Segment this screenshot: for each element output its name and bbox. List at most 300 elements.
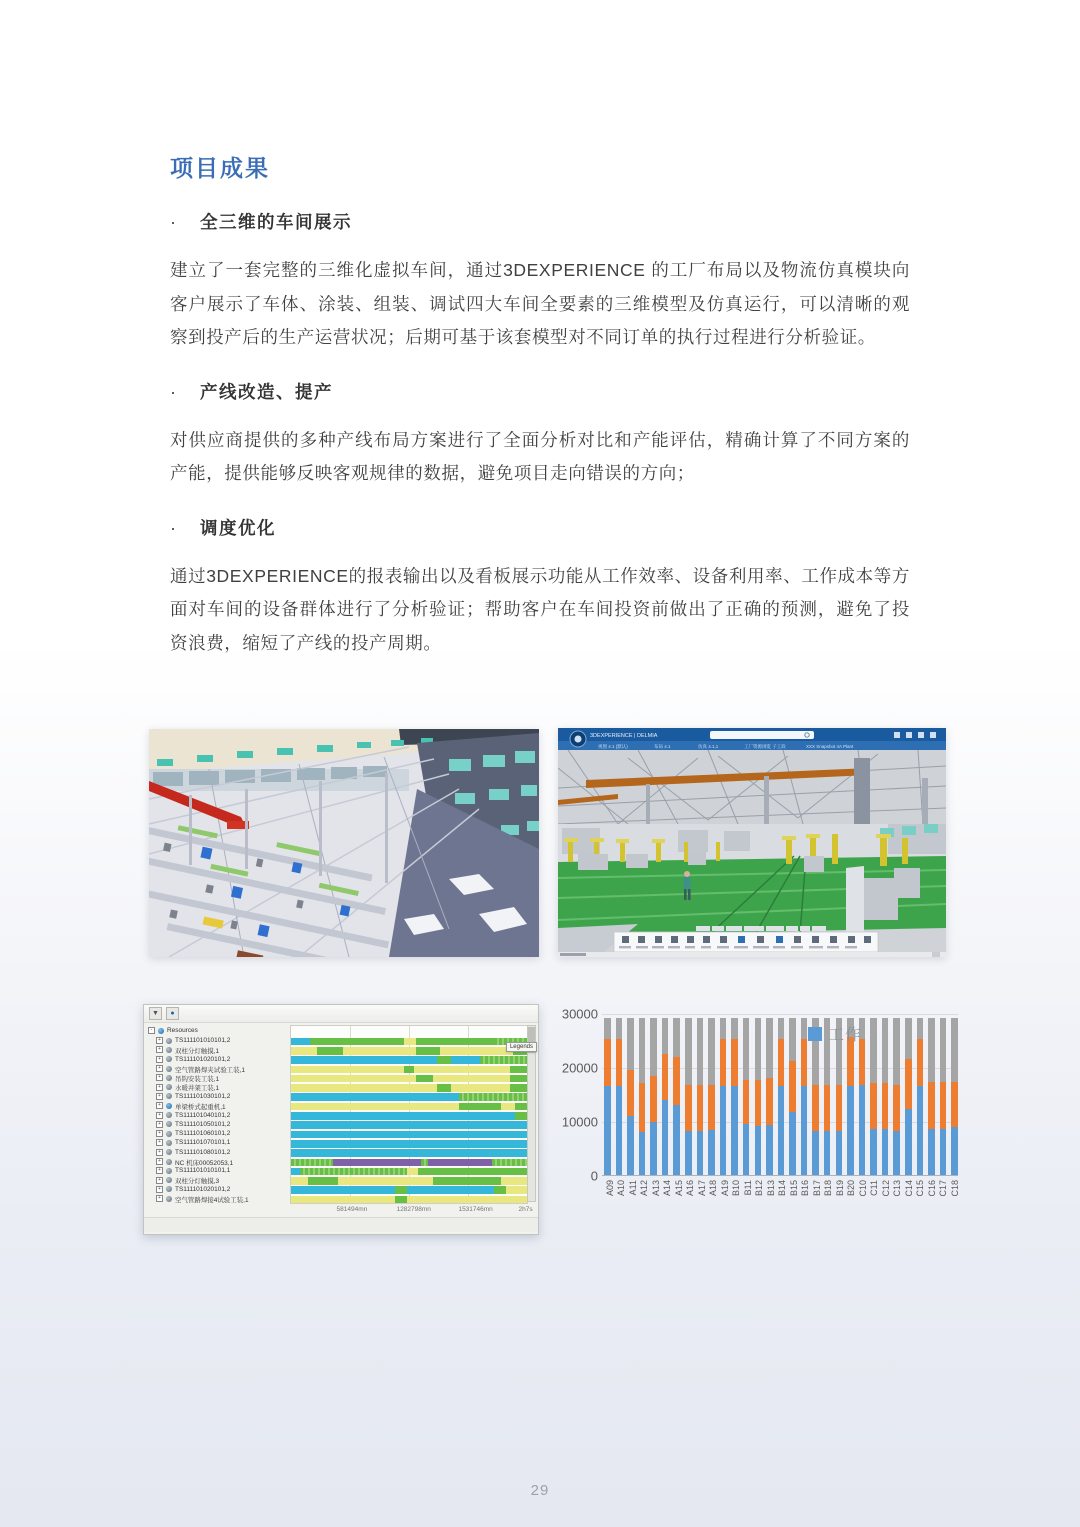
gantt-bar-row <box>291 1046 527 1055</box>
resource-icon <box>166 1112 172 1118</box>
resource-label: NC 机床00052053,1 <box>175 1159 234 1167</box>
resource-label: TS111101010101,2 <box>175 1037 231 1044</box>
bullet-3-label: 调度优化 <box>200 517 276 538</box>
gantt-task-segment <box>291 1112 515 1120</box>
gantt-task-segment <box>459 1093 527 1101</box>
gantt-bar-row <box>291 1167 527 1176</box>
x-axis-tick-label: A16 <box>685 1180 695 1197</box>
bar-segment <box>951 1018 958 1081</box>
bar-segment <box>893 1018 900 1084</box>
bar-segment <box>708 1018 715 1084</box>
expand-icon[interactable]: + <box>156 1195 163 1202</box>
x-axis-tick-label: A13 <box>650 1180 661 1197</box>
stacked-bar <box>755 1018 762 1175</box>
gantt-axis-label: 2h7s <box>518 1206 533 1213</box>
resource-label: 空气管路焊夹试验工装,1 <box>175 1066 245 1074</box>
resource-icon <box>166 1159 172 1165</box>
bar-segment <box>766 1018 773 1077</box>
gantt-resource-item[interactable] <box>148 1138 290 1147</box>
gantt-task-segment <box>433 1075 511 1083</box>
expand-icon[interactable]: + <box>156 1037 163 1044</box>
bullet-dot-icon: · <box>170 517 176 538</box>
stacked-bar <box>917 1018 924 1175</box>
bar-segment <box>662 1100 669 1175</box>
gantt-task-segment <box>510 1066 527 1074</box>
gantt-resource-item[interactable] <box>148 1148 290 1157</box>
x-axis-tick-label: B14 <box>777 1180 787 1197</box>
bar-segment <box>905 1109 912 1175</box>
resource-icon <box>166 1149 172 1155</box>
bar-segment <box>766 1125 773 1175</box>
expand-icon[interactable]: + <box>156 1056 163 1063</box>
resource-label: 双柱分灯触摸,3 <box>175 1178 220 1185</box>
x-axis-tick-label: C10 <box>857 1180 868 1197</box>
bar-segment <box>743 1018 750 1080</box>
stacked-bar <box>743 1018 750 1175</box>
bar-segment <box>870 1129 877 1175</box>
gantt-time-axis <box>290 1204 533 1217</box>
workload-bar-chart <box>546 998 966 1244</box>
gantt-resource-item[interactable] <box>148 1092 290 1101</box>
resource-icon <box>166 1047 172 1053</box>
bar-segment <box>778 1086 785 1175</box>
resource-icon <box>166 1186 172 1192</box>
bar-segment <box>731 1018 738 1039</box>
gantt-task-segment <box>492 1159 527 1167</box>
gantt-bar-row <box>291 1056 527 1065</box>
bar-segment <box>824 1131 831 1175</box>
resource-label: 吊钩安装工装,1 <box>175 1075 220 1083</box>
x-axis-tick-label: A17 <box>696 1180 707 1197</box>
expand-icon[interactable]: + <box>156 1093 163 1100</box>
gantt-task-segment <box>510 1075 527 1083</box>
expand-icon[interactable]: + <box>156 1167 163 1174</box>
expand-icon[interactable]: + <box>156 1121 163 1128</box>
tree-root-node[interactable] <box>148 1025 290 1036</box>
gantt-task-segment <box>291 1121 527 1129</box>
bar-segment <box>766 1078 773 1126</box>
bar-segment <box>789 1018 796 1060</box>
svg-text:XXX Snapshot 4A Plant: XXX Snapshot 4A Plant <box>806 744 854 749</box>
bar-segment <box>789 1061 796 1112</box>
resource-label: 双柱分灯触摸,1 <box>175 1048 220 1055</box>
stacked-bar <box>604 1018 611 1175</box>
gantt-bar-row <box>291 1083 527 1092</box>
gantt-bar-row <box>291 1037 527 1046</box>
gantt-task-segment <box>480 1056 527 1064</box>
globe-icon[interactable]: ● <box>166 1007 179 1020</box>
gantt-task-segment <box>300 1168 406 1176</box>
gantt-task-segment <box>291 1038 310 1046</box>
gantt-task-segment <box>317 1047 343 1055</box>
gantt-resource-item[interactable] <box>148 1036 290 1045</box>
expand-icon[interactable]: + <box>156 1112 163 1119</box>
page-number: 29 <box>530 1482 550 1499</box>
gantt-task-segment <box>515 1112 527 1120</box>
gantt-task-segment <box>501 1103 515 1111</box>
resource-label: 水暖井架工装,1 <box>175 1085 220 1092</box>
bar-segment <box>893 1085 900 1131</box>
bar-segment <box>685 1018 692 1084</box>
expand-icon[interactable]: + <box>156 1177 163 1184</box>
expand-icon[interactable]: + <box>156 1186 163 1193</box>
expand-icon[interactable]: + <box>156 1139 163 1146</box>
x-axis-tick-label: C16 <box>926 1180 937 1197</box>
x-axis-tick-label: C12 <box>880 1180 891 1197</box>
bar-segment <box>928 1018 935 1081</box>
chart-legend <box>808 1022 862 1045</box>
x-axis-tick-label: C15 <box>915 1180 925 1197</box>
bar-segment <box>604 1039 611 1087</box>
gantt-resource-item[interactable] <box>148 1120 290 1129</box>
gantt-task-segment <box>310 1038 404 1046</box>
bar-segment <box>917 1018 924 1039</box>
gantt-bar-row <box>291 1065 527 1074</box>
bar-segment <box>604 1086 611 1175</box>
bar-segment <box>778 1039 785 1087</box>
svg-text:视图 4.1 (默认): 视图 4.1 (默认) <box>598 744 628 749</box>
gantt-bar-row <box>291 1176 527 1185</box>
resource-label: TS111101080101,2 <box>175 1148 231 1156</box>
x-axis-tick-label: B13 <box>765 1180 776 1197</box>
resource-label: TS111101050101,2 <box>175 1120 231 1128</box>
x-axis-tick-label: A14 <box>662 1180 672 1197</box>
bar-segment <box>882 1129 889 1175</box>
gantt-resource-item[interactable] <box>148 1185 290 1194</box>
stacked-bar <box>893 1018 900 1175</box>
resource-label: TS111101010101,1 <box>175 1167 231 1175</box>
gantt-task-segment <box>291 1140 527 1148</box>
gantt-task-segment <box>407 1168 419 1176</box>
gantt-resource-item[interactable] <box>148 1194 290 1203</box>
bar-segment <box>639 1132 646 1175</box>
stacked-bar <box>789 1018 796 1175</box>
bar-segment <box>801 1086 808 1175</box>
bar-segment <box>743 1124 750 1175</box>
gantt-toolbar <box>144 1005 538 1023</box>
gantt-task-segment <box>459 1103 501 1111</box>
stacked-bar <box>731 1018 738 1175</box>
gantt-task-segment <box>291 1084 437 1092</box>
resource-icon <box>166 1066 172 1072</box>
resources-root-icon <box>158 1028 164 1034</box>
paragraph-2: 对供应商提供的多种产线布局方案进行了全面分析对比和产能评估，精确计算了不同方案的产能，提供能够反映客观规律的数据，避免项目走向错误的方向； <box>170 429 910 483</box>
x-axis-tick-label: B19 <box>834 1180 845 1197</box>
gantt-bar-row <box>291 1149 527 1158</box>
bar-segment <box>882 1018 889 1082</box>
bar-segment <box>847 1086 854 1175</box>
y-axis-tick-label: 30000 <box>561 1006 598 1022</box>
x-axis-tick-label: C14 <box>903 1180 914 1197</box>
x-axis-tick-label: C18 <box>949 1180 960 1197</box>
bar-segment <box>940 1018 947 1081</box>
bar-segment <box>836 1131 843 1175</box>
gantt-task-segment <box>451 1084 510 1092</box>
bar-segment <box>673 1105 680 1175</box>
gantt-task-segment <box>451 1056 479 1064</box>
gantt-resource-item[interactable] <box>148 1064 290 1073</box>
gantt-resource-item[interactable] <box>148 1110 290 1119</box>
gantt-resource-item[interactable] <box>148 1166 290 1175</box>
gantt-bar-row <box>291 1186 527 1195</box>
gantt-task-segment <box>291 1066 404 1074</box>
bar-segment <box>616 1039 623 1087</box>
gantt-task-segment <box>404 1066 413 1074</box>
gantt-task-segment <box>291 1131 527 1139</box>
stacked-bar <box>766 1018 773 1175</box>
gantt-task-segment <box>506 1186 527 1194</box>
gantt-resource-item[interactable] <box>148 1157 290 1166</box>
x-axis-tick-label: B10 <box>731 1180 741 1197</box>
bar-segment <box>662 1054 669 1101</box>
gantt-task-segment <box>407 1186 494 1194</box>
gantt-task-segment <box>414 1066 511 1074</box>
gantt-bar-row <box>291 1074 527 1083</box>
bar-segment <box>708 1130 715 1175</box>
x-axis-tick-label: B17 <box>811 1180 822 1197</box>
stacked-bar <box>778 1018 785 1175</box>
gantt-task-segment <box>437 1084 451 1092</box>
x-axis-tick-label: A18 <box>708 1180 718 1197</box>
bar-segment <box>859 1085 866 1175</box>
bar-segment <box>951 1082 958 1128</box>
stacked-bar <box>882 1018 889 1175</box>
expand-icon[interactable]: + <box>156 1046 163 1053</box>
gantt-task-segment <box>291 1093 459 1101</box>
bar-segment <box>650 1122 657 1175</box>
expand-icon[interactable]: + <box>156 1158 163 1165</box>
resource-label: TS111101020101,2 <box>175 1055 231 1063</box>
bar-segment <box>778 1018 785 1039</box>
expand-icon[interactable]: + <box>156 1102 163 1109</box>
x-axis-tick-label: C13 <box>892 1180 902 1197</box>
gantt-resource-item[interactable] <box>148 1175 290 1184</box>
gantt-task-segment <box>407 1196 527 1204</box>
bar-segment <box>928 1082 935 1129</box>
resource-icon <box>166 1084 172 1090</box>
gantt-task-segment <box>421 1159 428 1167</box>
bar-chart-plot <box>602 1014 958 1176</box>
resource-icon <box>166 1056 172 1062</box>
x-axis-tick-label: B16 <box>800 1180 810 1197</box>
expand-icon[interactable]: + <box>156 1084 163 1091</box>
gantt-task-segment <box>291 1047 317 1055</box>
bar-segment <box>697 1018 704 1084</box>
resource-icon <box>166 1121 172 1127</box>
gantt-task-segment <box>440 1047 513 1055</box>
resource-label: TS111101070101,1 <box>175 1139 231 1147</box>
gantt-bar-row <box>291 1102 527 1111</box>
bar-segment <box>917 1086 924 1175</box>
bar-segment <box>882 1083 889 1129</box>
bar-segment <box>697 1131 704 1175</box>
gantt-task-segment <box>416 1038 494 1046</box>
gantt-resource-item[interactable] <box>148 1129 290 1138</box>
gantt-bar-row <box>291 1195 527 1204</box>
bar-segment <box>893 1131 900 1175</box>
paragraph-3: 通过3DEXPERIENCE的报表输出以及看板展示功能从工作效率、设备利用率、工作成本等方面对车间的设备群体进行了分析验证；帮助客户在车间投资前做出了正确的预测，避免了投资浪费，缩短了产线的投产周期。 <box>170 565 910 653</box>
tree-root-label: Resources <box>167 1027 198 1034</box>
gantt-resource-tree <box>144 1023 290 1204</box>
resource-icon <box>166 1093 172 1099</box>
stacked-bar <box>662 1018 669 1175</box>
resource-icon <box>166 1038 172 1044</box>
resource-icon <box>166 1075 172 1081</box>
gantt-task-segment <box>433 1177 501 1185</box>
bar-segment <box>870 1083 877 1129</box>
paragraph-1: 建立了一套完整的三维化虚拟车间，通过3DEXPERIENCE 的工厂布局以及物流仿真模块向客户展示了车体、涂装、组装、调试四大车间全要素的三维模型及仿真运行，可以清晰的观察到投产后的生产运营状况；后期可基于该套模型对不同订单的执行过程进行分析验证。 <box>170 260 910 347</box>
gantt-bar-row <box>291 1111 527 1120</box>
bar-segment <box>673 1057 680 1105</box>
gantt-task-segment <box>291 1196 395 1204</box>
legend-swatch <box>808 1027 822 1041</box>
resource-label: 单梁桥式起重机,1 <box>175 1103 226 1111</box>
gantt-task-segment <box>510 1084 527 1092</box>
bar-segment <box>917 1039 924 1087</box>
bar-segment <box>789 1112 796 1175</box>
resource-label: TS111101020101,2 <box>175 1186 231 1193</box>
bullet-dot-icon: · <box>170 212 176 232</box>
bar-segment <box>940 1129 947 1175</box>
gantt-task-segment <box>291 1159 333 1167</box>
gantt-axis-label: 1282798mn <box>396 1206 431 1213</box>
bar-segment <box>812 1131 819 1175</box>
stacked-bar <box>650 1018 657 1175</box>
resource-icon <box>166 1131 172 1137</box>
bar-segment <box>801 1039 808 1087</box>
gantt-task-segment <box>291 1186 395 1194</box>
bar-segment <box>604 1018 611 1039</box>
bar-segment <box>859 1039 866 1085</box>
stacked-bar <box>870 1018 877 1175</box>
legend-label: 工作 <box>828 1027 863 1044</box>
gantt-task-segment <box>308 1177 339 1185</box>
bar-segment <box>627 1116 634 1175</box>
gantt-resource-item[interactable] <box>148 1101 290 1110</box>
bar-segment <box>627 1018 634 1069</box>
x-axis-tick-label: B15 <box>788 1180 799 1197</box>
gantt-bar-row <box>291 1093 527 1102</box>
resource-icon <box>166 1196 172 1202</box>
gantt-task-segment <box>416 1047 440 1055</box>
bar-segment <box>812 1085 819 1131</box>
x-axis-tick-label: C17 <box>938 1180 948 1197</box>
bar-segment <box>731 1086 738 1175</box>
expand-icon[interactable]: + <box>156 1074 163 1081</box>
gantt-axis-label: 1531746mn <box>458 1206 493 1213</box>
svg-text:工厂资源浏览 子工段: 工厂资源浏览 子工段 <box>744 744 786 749</box>
x-axis-tick-label: B20 <box>846 1180 856 1197</box>
filter-icon[interactable]: ▼ <box>149 1007 162 1020</box>
bar-segment <box>755 1126 762 1175</box>
resource-icon <box>166 1168 172 1174</box>
gantt-task-segment <box>291 1168 300 1176</box>
gantt-task-segment <box>515 1103 527 1111</box>
x-axis-tick-label: A19 <box>719 1180 730 1197</box>
expand-icon[interactable]: + <box>156 1130 163 1137</box>
page-title: 项目成果 <box>170 155 270 181</box>
bar-segment <box>731 1039 738 1087</box>
gantt-task-segment <box>428 1159 492 1167</box>
stacked-bar <box>673 1018 680 1175</box>
bar-segment <box>801 1018 808 1039</box>
bar-segment <box>650 1018 657 1075</box>
bar-segment <box>720 1039 727 1087</box>
resource-label: TS111101060101,2 <box>175 1130 231 1137</box>
bar-segment <box>708 1085 715 1130</box>
bar-segment <box>951 1127 958 1175</box>
resource-label: TS111101030101,2 <box>175 1093 231 1100</box>
gantt-axis-label: 581494mn <box>336 1206 368 1213</box>
resource-label: TS111101040101,2 <box>175 1111 231 1119</box>
gantt-task-segment <box>494 1186 506 1194</box>
collapse-icon[interactable]: - <box>148 1027 155 1034</box>
bullet-item-1 <box>170 209 910 234</box>
gantt-task-segment <box>333 1159 420 1167</box>
bar-segment <box>639 1083 646 1132</box>
gantt-resource-item[interactable] <box>148 1082 290 1091</box>
factory-app-screenshot-image <box>558 728 946 957</box>
svg-text:布局 4.1: 布局 4.1 <box>654 744 671 749</box>
gantt-task-segment <box>291 1056 437 1064</box>
gantt-task-segment <box>291 1075 416 1083</box>
bar-segment <box>743 1080 750 1124</box>
gantt-task-segment <box>404 1038 416 1046</box>
resource-icon <box>166 1177 172 1183</box>
bar-segment <box>650 1076 657 1122</box>
expand-icon[interactable]: + <box>156 1065 163 1072</box>
stacked-bar <box>616 1018 623 1175</box>
stacked-bar <box>697 1018 704 1175</box>
gantt-task-segment <box>416 1075 433 1083</box>
gantt-task-segment <box>437 1056 451 1064</box>
gantt-bar-row <box>291 1121 527 1130</box>
bar-segment <box>685 1131 692 1175</box>
bar-segment <box>720 1018 727 1039</box>
gantt-task-segment <box>291 1103 459 1111</box>
gantt-task-segment <box>395 1186 407 1194</box>
legends-button[interactable]: Legends <box>506 1042 537 1052</box>
gantt-resource-item[interactable] <box>148 1055 290 1064</box>
stacked-bar <box>801 1018 808 1175</box>
stacked-bar <box>928 1018 935 1175</box>
gantt-resource-item[interactable] <box>148 1073 290 1082</box>
gantt-resource-item[interactable] <box>148 1045 290 1054</box>
gantt-task-segment <box>291 1177 308 1185</box>
bar-segment <box>870 1018 877 1082</box>
stacked-bar <box>940 1018 947 1175</box>
gantt-bar-row <box>291 1130 527 1139</box>
svg-text:仿真 4.1,1: 仿真 4.1,1 <box>698 744 719 749</box>
gantt-statusbar <box>144 1217 538 1232</box>
app-titlebar-text: 3DEXPERIENCE | DELMIA <box>590 733 658 739</box>
gantt-bar-row <box>291 1158 527 1167</box>
expand-icon[interactable]: + <box>156 1149 163 1156</box>
bar-segment <box>662 1018 669 1053</box>
x-axis-tick-label: A15 <box>673 1180 684 1197</box>
x-axis-tick-label: B12 <box>754 1180 764 1197</box>
gantt-task-segment <box>501 1177 527 1185</box>
gantt-task-segment <box>395 1196 407 1204</box>
bar-segment <box>720 1086 727 1175</box>
gantt-task-segment <box>418 1168 527 1176</box>
stacked-bar <box>708 1018 715 1175</box>
x-axis-line <box>602 1175 958 1176</box>
gantt-task-segment <box>291 1149 527 1157</box>
x-axis-tick-label: C11 <box>869 1180 879 1196</box>
resource-icon <box>166 1140 172 1146</box>
bar-segment <box>755 1080 762 1126</box>
